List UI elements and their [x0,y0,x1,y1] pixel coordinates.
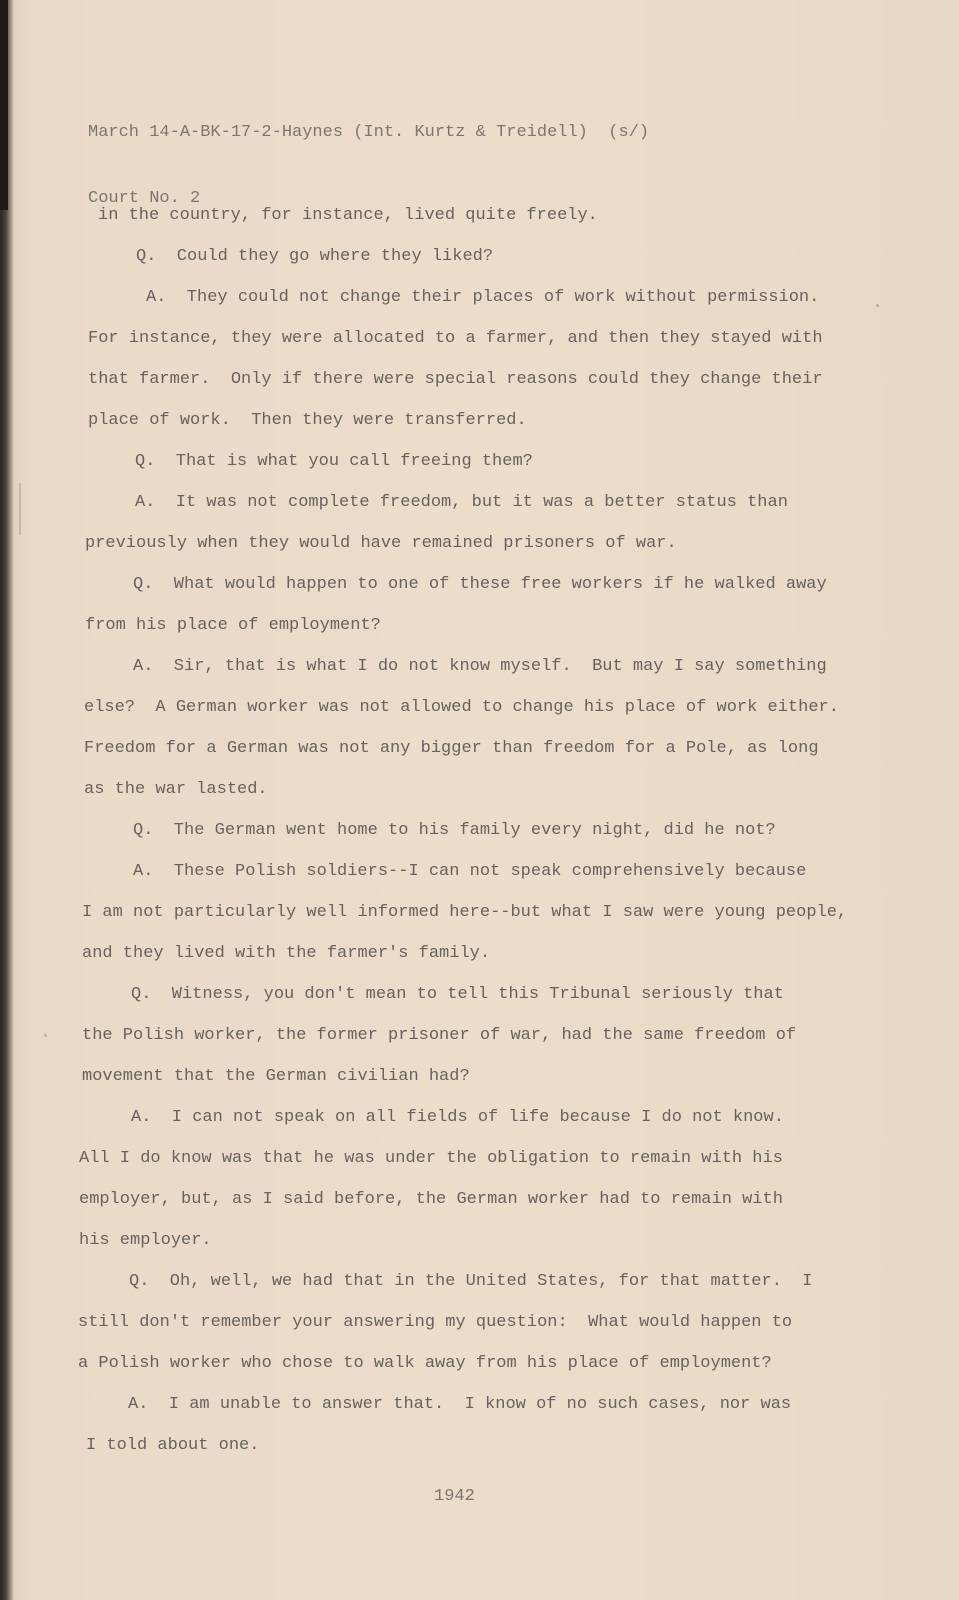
transcript-line: Q. What would happen to one of these free workers if he walked away [133,575,827,594]
page-number: 1942 [434,1487,475,1506]
header-line-2: Court No. 2 [88,189,201,208]
transcript-line: Freedom for a German was not any bigger than freedom for a Pole, as long [84,739,819,758]
transcript-line: as the war lasted. [84,780,268,799]
transcript-line: place of work. Then they were transferred. [88,411,527,430]
page-binding-edge [0,0,14,1600]
transcript-line: Q. That is what you call freeing them? [135,452,533,471]
transcript-line: For instance, they were allocated to a farmer, and then they stayed with [88,329,823,348]
transcript-line: previously when they would have remained prisoners of war. [85,534,677,553]
transcript-line: Q. The German went home to his family every night, did he not? [133,821,776,840]
transcript-line: I am not particularly well informed here--but what I saw were young people, [82,903,848,922]
transcript-line: still don't remember your answering my question: What would happen to [78,1313,793,1332]
transcript-line: Q. Oh, well, we had that in the United States, for that matter. I [129,1272,813,1291]
transcript-line: A. They could not change their places of work without permission. [146,288,820,307]
transcript-line: the Polish worker, the former prisoner of war, had the same freedom of [82,1026,797,1045]
margin-dot [876,304,879,307]
transcript-line: a Polish worker who chose to walk away from his place of employment? [78,1354,772,1373]
transcript-line: A. I can not speak on all fields of life because I do not know. [131,1108,784,1127]
transcript-line: his employer. [79,1231,212,1250]
margin-dot [44,1034,47,1037]
header-line-1: March 14-A-BK-17-2-Haynes (Int. Kurtz & Treidell) (s/) [88,123,650,142]
transcript-line: All I do know was that he was under the obligation to remain with his [79,1149,783,1168]
transcript-line: A. These Polish soldiers--I can not speak comprehensively because [133,862,807,881]
transcript-line: in the country, for instance, lived quite freely. [98,206,598,225]
transcript-line: A. I am unable to answer that. I know of no such cases, nor was [128,1395,792,1414]
transcript-line: that farmer. Only if there were special reasons could they change their [88,370,823,389]
transcript-line: A. Sir, that is what I do not know myself. But may I say something [133,657,827,676]
transcript-line: and they lived with the farmer's family. [82,944,491,963]
transcript-line: employer, but, as I said before, the German worker had to remain with [79,1190,783,1209]
transcript-line: from his place of employment? [85,616,381,635]
transcript-line: movement that the German civilian had? [82,1067,470,1086]
transcript-line: I told about one. [86,1436,260,1455]
transcript-line: Q. Could they go where they liked? [136,247,494,266]
transcript-line: A. It was not complete freedom, but it was a better status than [135,493,788,512]
margin-mark [19,483,21,535]
transcript-line: else? A German worker was not allowed to change his place of work either. [84,698,839,717]
transcript-line: Q. Witness, you don't mean to tell this Tribunal seriously that [131,985,784,1004]
page-binding-shadow [0,0,8,210]
